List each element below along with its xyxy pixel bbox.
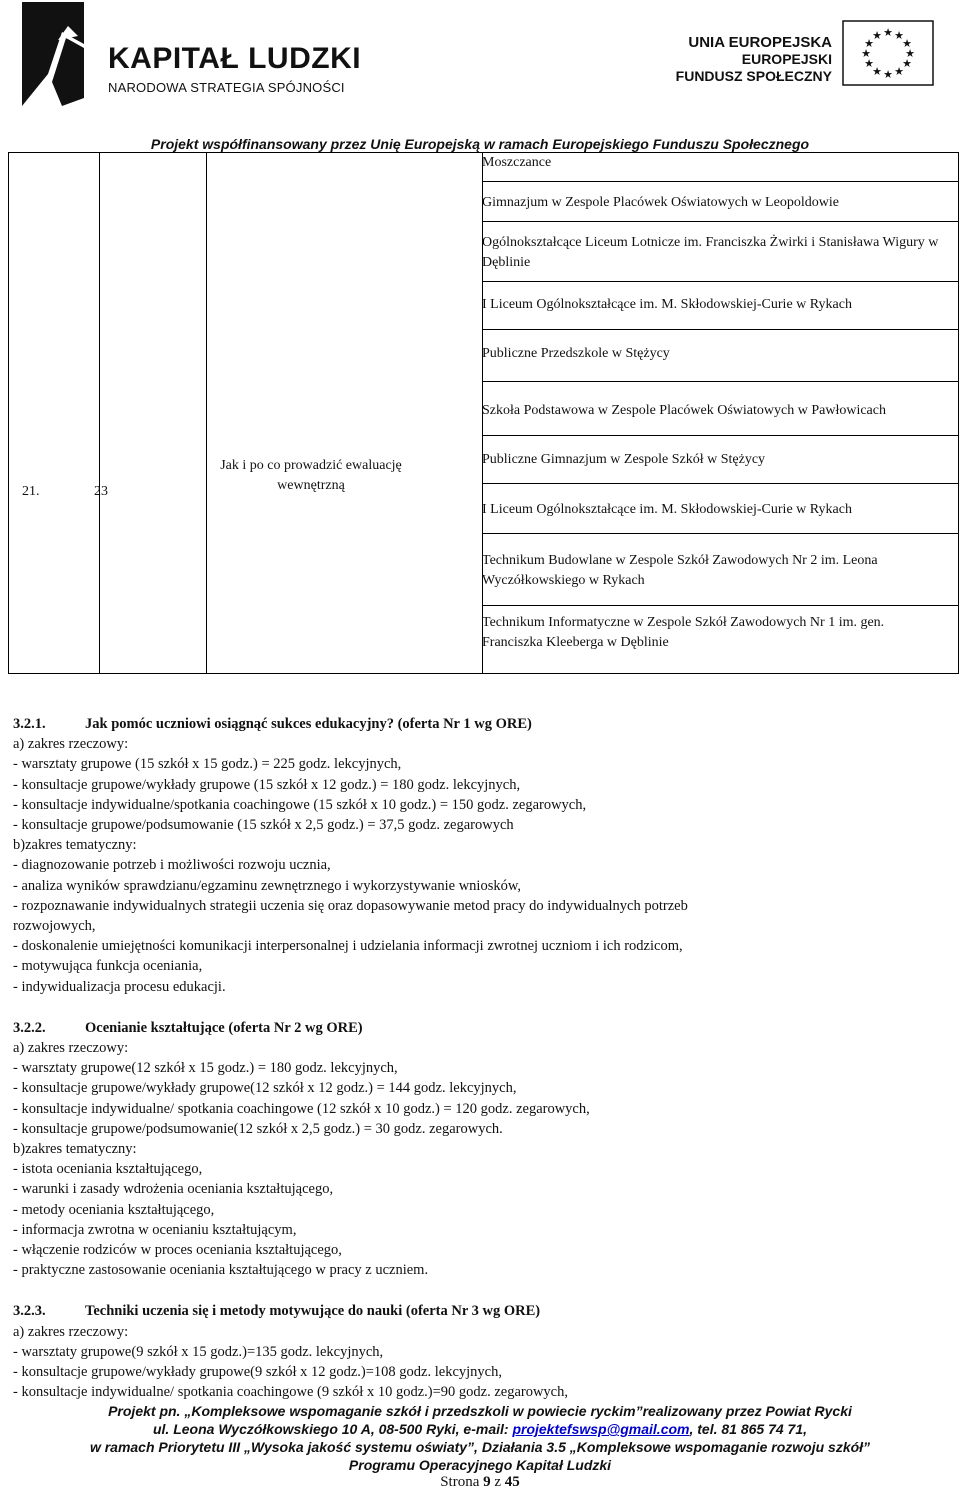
school-cell: I Liceum Ogólnokształcące im. M. Skłodowskiej-Curie w Rykach bbox=[482, 297, 852, 312]
section-line: - indywidualizacja procesu edukacji. bbox=[13, 978, 226, 995]
table-row-divider bbox=[482, 605, 958, 606]
table-row-divider bbox=[482, 329, 958, 330]
footer-line-1: Projekt pn. „Kompleksowe wspomaganie szkół i przedszkoli w powiecie ryckim”realizowany przez Powiat Rycki bbox=[108, 1403, 852, 1419]
section-line: - doskonalenie umiejętności komunikacji interpersonalnej i udzielania informacji zwrotnej uczniom i ich rodzicom, bbox=[13, 938, 683, 955]
offer-sections bbox=[13, 714, 948, 1403]
cofinancing-statement: Projekt współfinansowany przez Unię Europejską w ramach Europejskiego Funduszu Społecznego bbox=[150, 136, 810, 152]
table-row-divider bbox=[482, 533, 958, 534]
svg-text:★: ★ bbox=[894, 65, 904, 78]
eu-line-2: EUROPEJSKI bbox=[741, 51, 832, 67]
section-title: Jak pomóc uczniowi osiągnąć sukces edukacyjny? bbox=[85, 716, 394, 732]
section-3-2-2 bbox=[13, 1018, 948, 1281]
section-number: 3.2.1. bbox=[13, 716, 46, 732]
section-line: - konsultacje grupowe/wykłady grupowe(12 szkół x 12 godz.) = 144 godz. lekcyjnych, bbox=[13, 1080, 517, 1097]
table-row-divider bbox=[482, 181, 958, 182]
page-total: 45 bbox=[504, 1474, 520, 1490]
eu-line-1: UNIA EUROPEJSKA bbox=[688, 34, 832, 51]
section-line: - konsultacje grupowe/wykłady grupowe (15 szkół x 12 godz.) = 180 godz. lekcyjnych, bbox=[13, 776, 521, 793]
section-line: - włączenie rodziców w proces oceniania kształtującego, bbox=[13, 1242, 342, 1259]
section-line: a) zakres rzeczowy: bbox=[13, 736, 129, 753]
eu-logo-text bbox=[676, 34, 832, 85]
table-column-divider bbox=[99, 153, 100, 673]
svg-text:★: ★ bbox=[883, 68, 893, 81]
section-line: - warsztaty grupowe(12 szkół x 15 godz.) = 180 godz. lekcyjnych, bbox=[13, 1060, 398, 1077]
kapital-ludzki-title: KAPITAŁ LUDZKI bbox=[108, 42, 362, 75]
svg-text:★: ★ bbox=[894, 29, 904, 42]
table-hours: 23 bbox=[94, 484, 108, 499]
section-heading bbox=[13, 714, 948, 734]
section-line: - konsultacje indywidualne/ spotkania coachingowe (9 szkół x 10 godz.)=90 godz. zegarowych, bbox=[13, 1384, 568, 1401]
school-cell: Gimnazjum w Zespole Placówek Oświatowych w Leopoldowie bbox=[482, 195, 839, 210]
section-line: - analiza wyników sprawdzianu/egzaminu zewnętrznego i wykorzystywanie wniosków, bbox=[13, 877, 522, 894]
spacer bbox=[13, 1290, 948, 1301]
page-header bbox=[0, 0, 960, 152]
section-line: - konsultacje grupowe/wykłady grupowe(9 szkół x 12 godz.)=108 godz. lekcyjnych, bbox=[13, 1364, 502, 1381]
table-row-divider bbox=[482, 221, 958, 222]
section-line: b)zakres tematyczny: bbox=[13, 1141, 137, 1158]
section-line: - informacja zwrotna w ocenianiu kształtującym, bbox=[13, 1221, 297, 1238]
section-number: 3.2.3. bbox=[13, 1303, 46, 1320]
spacer bbox=[13, 1007, 948, 1018]
section-title: Techniki uczenia się i metody motywujące do nauki (oferta Nr 3 wg ORE) bbox=[85, 1303, 541, 1320]
kapital-ludzki-logo bbox=[22, 2, 362, 106]
school-cell: Technikum Budowlane w Zespole Szkół Zawodowych Nr 2 im. Leona Wyczółkowskiego w Rykach bbox=[482, 553, 878, 588]
section-heading bbox=[13, 1018, 948, 1038]
section-line: b)zakres tematyczny: bbox=[13, 837, 137, 854]
page-label: Strona bbox=[440, 1474, 484, 1490]
page-footer bbox=[0, 1402, 960, 1474]
section-line: - praktyczne zastosowanie oceniania kształtującego w pracy z uczniem. bbox=[13, 1262, 429, 1279]
footer-line-2 bbox=[0, 1420, 960, 1438]
table-topic: Jak i po co prowadzić ewaluację wewnętrzną bbox=[220, 458, 402, 493]
school-cell: I Liceum Ogólnokształcące im. M. Skłodowskiej-Curie w Rykach bbox=[482, 502, 852, 517]
school-cell: Szkoła Podstawowa w Zespole Placówek Oświatowych w Pawłowicach bbox=[482, 403, 886, 418]
eu-line-3: FUNDUSZ SPOŁECZNY bbox=[675, 68, 832, 84]
kapital-ludzki-mark-icon bbox=[22, 2, 102, 106]
page-separator: z bbox=[490, 1474, 505, 1490]
section-line: - rozpoznawanie indywidualnych strategii uczenia się oraz dopasowywanie metod pracy do indywidualnych potrzeb bbox=[13, 897, 688, 914]
table-column-divider bbox=[206, 153, 207, 673]
svg-text:★: ★ bbox=[864, 57, 874, 70]
svg-text:★: ★ bbox=[872, 29, 882, 42]
table-row-divider bbox=[482, 435, 958, 436]
section-line: - warsztaty grupowe(9 szkół x 15 godz.)=135 godz. lekcyjnych, bbox=[13, 1343, 384, 1360]
table-row-number: 21. bbox=[22, 484, 40, 499]
footer-phone: , tel. 81 865 74 71, bbox=[689, 1421, 808, 1437]
school-cell: Technikum Informatyczne w Zespole Szkół Zawodowych Nr 1 im. gen. Franciszka Kleeberga w Dęblinie bbox=[482, 615, 885, 650]
school-cell: Moszczance bbox=[482, 155, 552, 170]
section-title: Ocenianie kształtujące (oferta Nr 2 wg ORE) bbox=[85, 1019, 363, 1036]
section-line: - istota oceniania kształtującego, bbox=[13, 1161, 203, 1178]
section-title-suffix: (oferta Nr 1 wg ORE) bbox=[393, 716, 532, 732]
section-line: - konsultacje indywidualne/spotkania coachingowe (15 szkół x 10 godz.) = 150 godz. zegarowych, bbox=[13, 796, 587, 813]
school-cell: Ogólnokształcące Liceum Lotnicze im. Franciszka Żwirki i Stanisława Wigury w Dęblinie bbox=[482, 235, 939, 270]
svg-text:★: ★ bbox=[872, 65, 882, 78]
section-line: rozwojowych, bbox=[13, 918, 96, 935]
section-line: - motywująca funkcja oceniania, bbox=[13, 958, 203, 975]
table-row-divider bbox=[482, 483, 958, 484]
svg-text:★: ★ bbox=[905, 47, 915, 60]
spacer bbox=[13, 1280, 948, 1290]
school-cell: Publiczne Przedszkole w Stężycy bbox=[482, 346, 670, 361]
kapital-ludzki-subtitle: NARODOWA STRATEGIA SPÓJNOŚCI bbox=[108, 80, 345, 95]
section-3-2-1 bbox=[13, 714, 948, 997]
eu-logo bbox=[650, 20, 940, 100]
section-line: - warunki i zasady wdrożenia oceniania kształtującego, bbox=[13, 1181, 334, 1198]
section-3-2-3 bbox=[13, 1301, 948, 1402]
section-number: 3.2.2. bbox=[13, 1019, 46, 1036]
footer-email-link[interactable]: projektefswsp@gmail.com bbox=[512, 1421, 690, 1437]
section-line: - metody oceniania kształtującego, bbox=[13, 1201, 215, 1218]
section-line: - konsultacje grupowe/podsumowanie(12 szkół x 2,5 godz.) = 30 godz. zegarowych. bbox=[13, 1120, 503, 1137]
table-row-divider bbox=[482, 381, 958, 382]
section-heading bbox=[13, 1301, 948, 1321]
section-line: - konsultacje indywidualne/ spotkania coachingowe (12 szkół x 10 godz.) = 120 godz. zegarowych, bbox=[13, 1100, 590, 1117]
footer-line-3: w ramach Priorytetu III „Wysoka jakość systemu oświaty”, Działania 3.5 „Kompleksowe wspomaganie rozwoju szkół” bbox=[89, 1439, 871, 1455]
svg-text:★: ★ bbox=[861, 47, 871, 60]
section-line: - diagnozowanie potrzeb i możliwości rozwoju ucznia, bbox=[13, 857, 331, 874]
footer-address: ul. Leona Wyczółkowskiego 10 A, 08-500 Ryki, e-mail: bbox=[152, 1421, 513, 1437]
page-current: 9 bbox=[483, 1474, 491, 1490]
spacer bbox=[13, 997, 948, 1007]
svg-text:★: ★ bbox=[902, 37, 912, 50]
section-line: a) zakres rzeczowy: bbox=[13, 1040, 129, 1057]
section-line: a) zakres rzeczowy: bbox=[13, 1323, 129, 1340]
svg-text:★: ★ bbox=[883, 26, 893, 39]
svg-text:★: ★ bbox=[902, 57, 912, 70]
svg-text:★: ★ bbox=[864, 37, 874, 50]
page-number bbox=[0, 1474, 960, 1491]
footer-line-4: Programu Operacyjnego Kapitał Ludzki bbox=[348, 1457, 612, 1473]
school-cell: Publiczne Gimnazjum w Zespole Szkół w Stężycy bbox=[482, 452, 766, 467]
section-line: - konsultacje grupowe/podsumowanie (15 szkół x 2,5 godz.) = 37,5 godz. zegarowych bbox=[13, 817, 514, 834]
eu-flag-icon bbox=[842, 20, 934, 86]
table-row-divider bbox=[482, 281, 958, 282]
section-line: - warsztaty grupowe (15 szkół x 15 godz.) = 225 godz. lekcyjnych, bbox=[13, 756, 402, 773]
